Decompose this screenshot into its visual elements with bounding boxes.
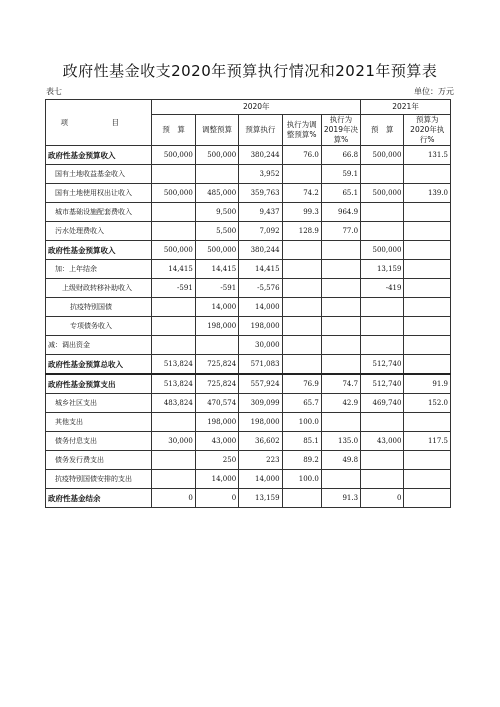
row-label: 减：调出资金 <box>46 336 152 355</box>
cell-value: 309,099 <box>239 394 282 413</box>
cell-value <box>404 489 451 508</box>
cell-value: 500,000 <box>152 146 195 165</box>
cell-value <box>152 336 195 355</box>
cell-value <box>361 298 404 317</box>
cell-value <box>321 298 360 317</box>
table-row <box>46 355 451 375</box>
cell-value: 500,000 <box>152 184 195 203</box>
cell-value <box>361 451 404 470</box>
header-pct-2020: 预算为2020年执行% <box>404 115 451 146</box>
cell-value: 14,415 <box>239 260 282 279</box>
cell-value: 571,083 <box>239 355 282 375</box>
cell-value <box>321 260 360 279</box>
cell-value: 0 <box>152 489 195 508</box>
cell-value: 30,000 <box>239 336 282 355</box>
cell-value: 359,763 <box>239 184 282 203</box>
cell-value: 49.8 <box>321 451 360 470</box>
cell-value: 512,740 <box>361 355 404 375</box>
cell-value <box>404 260 451 279</box>
cell-value <box>282 298 321 317</box>
table-row <box>46 165 451 184</box>
cell-value: 14,415 <box>152 260 195 279</box>
table-row <box>46 470 451 489</box>
cell-value: 91.9 <box>404 374 451 394</box>
row-label: 政府性基金预算总收入 <box>46 355 152 375</box>
cell-value: 513,824 <box>152 374 195 394</box>
cell-value <box>361 470 404 489</box>
cell-value: 198,000 <box>195 413 238 432</box>
table-row <box>46 203 451 222</box>
cell-value: 9,437 <box>239 203 282 222</box>
row-label: 债务发行费支出 <box>46 451 152 470</box>
table-row <box>46 222 451 241</box>
row-label: 债务付息支出 <box>46 432 152 451</box>
cell-value: 725,824 <box>195 355 238 375</box>
cell-value: 7,092 <box>239 222 282 241</box>
cell-value <box>321 413 360 432</box>
row-label: 国有土地使用权出让收入 <box>46 184 152 203</box>
header-year-2021: 2021年 <box>361 100 451 115</box>
cell-value: 0 <box>361 489 404 508</box>
header-item: 项 目 <box>46 100 152 146</box>
cell-value <box>282 241 321 260</box>
row-label: 政府性基金预算收入 <box>46 146 152 165</box>
cell-value <box>152 317 195 336</box>
cell-value: 223 <box>239 451 282 470</box>
cell-value: 99.3 <box>282 203 321 222</box>
row-label: 污水处理费收入 <box>46 222 152 241</box>
cell-value: 513,824 <box>152 355 195 375</box>
cell-value: 500,000 <box>152 241 195 260</box>
cell-value <box>361 336 404 355</box>
cell-value: 14,000 <box>239 470 282 489</box>
table-row <box>46 413 451 432</box>
cell-value <box>404 355 451 375</box>
cell-value <box>195 165 238 184</box>
table-row <box>46 279 451 298</box>
cell-value: 43,000 <box>361 432 404 451</box>
cell-value: 13,159 <box>239 489 282 508</box>
cell-value: 91.3 <box>321 489 360 508</box>
cell-value: 0 <box>195 489 238 508</box>
table-row <box>46 298 451 317</box>
cell-value <box>404 451 451 470</box>
table-row <box>46 336 451 355</box>
cell-value: 198,000 <box>195 317 238 336</box>
cell-value: 89.2 <box>282 451 321 470</box>
header-pct-2019: 执行为2019年决算% <box>321 115 360 146</box>
cell-value: 964.9 <box>321 203 360 222</box>
row-label: 其他支出 <box>46 413 152 432</box>
budget-table <box>45 99 451 508</box>
cell-value <box>152 413 195 432</box>
cell-value: 74.2 <box>282 184 321 203</box>
cell-value: 500,000 <box>361 146 404 165</box>
cell-value: 36,602 <box>239 432 282 451</box>
header-budget-2021: 预 算 <box>361 115 404 146</box>
cell-value: 470,574 <box>195 394 238 413</box>
row-label: 专项债务收入 <box>46 317 152 336</box>
cell-value: 76.9 <box>282 374 321 394</box>
cell-value <box>361 203 404 222</box>
cell-value <box>282 336 321 355</box>
cell-value: 485,000 <box>195 184 238 203</box>
cell-value <box>321 317 360 336</box>
cell-value <box>282 317 321 336</box>
cell-value <box>195 336 238 355</box>
cell-value: -591 <box>195 279 238 298</box>
header-budget-2020: 预 算 <box>152 115 195 146</box>
cell-value <box>152 298 195 317</box>
cell-value: 198,000 <box>239 413 282 432</box>
header-adjusted-budget: 调整预算 <box>195 115 238 146</box>
cell-value: 65.7 <box>282 394 321 413</box>
cell-value: 128.9 <box>282 222 321 241</box>
cell-value: 135.0 <box>321 432 360 451</box>
cell-value <box>404 298 451 317</box>
table-row <box>46 241 451 260</box>
header-executed: 预算执行 <box>239 115 282 146</box>
cell-value <box>404 222 451 241</box>
cell-value <box>404 279 451 298</box>
cell-value <box>404 317 451 336</box>
cell-value: 9,500 <box>195 203 238 222</box>
table-row <box>46 374 451 394</box>
header-pct-adjusted: 执行为调整预算% <box>282 115 321 146</box>
cell-value <box>321 355 360 375</box>
cell-value <box>152 451 195 470</box>
cell-value <box>152 165 195 184</box>
cell-value <box>282 260 321 279</box>
cell-value <box>282 489 321 508</box>
cell-value <box>404 413 451 432</box>
row-label: 加：上年结余 <box>46 260 152 279</box>
table-number: 表七 <box>46 87 62 96</box>
cell-value <box>152 203 195 222</box>
row-label: 国有土地收益基金收入 <box>46 165 152 184</box>
cell-value: 500,000 <box>195 241 238 260</box>
cell-value: 14,000 <box>195 470 238 489</box>
cell-value: 483,824 <box>152 394 195 413</box>
cell-value: 85.1 <box>282 432 321 451</box>
cell-value: 131.5 <box>404 146 451 165</box>
table-row <box>46 260 451 279</box>
cell-value: 500,000 <box>361 241 404 260</box>
cell-value: 43,000 <box>195 432 238 451</box>
cell-value <box>404 241 451 260</box>
cell-value: 469,740 <box>361 394 404 413</box>
cell-value: -5,576 <box>239 279 282 298</box>
row-label: 城乡社区支出 <box>46 394 152 413</box>
cell-value: -419 <box>361 279 404 298</box>
cell-value: 77.0 <box>321 222 360 241</box>
cell-value: 100.0 <box>282 470 321 489</box>
table-body <box>46 146 451 508</box>
cell-value <box>361 165 404 184</box>
cell-value: 13,159 <box>361 260 404 279</box>
table-row <box>46 146 451 165</box>
cell-value <box>152 470 195 489</box>
cell-value: 74.7 <box>321 374 360 394</box>
cell-value: 59.1 <box>321 165 360 184</box>
row-label: 上级财政转移补助收入 <box>46 279 152 298</box>
cell-value <box>404 203 451 222</box>
cell-value <box>321 336 360 355</box>
cell-value: 66.8 <box>321 146 360 165</box>
page-title: 政府性基金收支2020年预算执行情况和2021年预算表 <box>62 62 438 80</box>
cell-value <box>152 222 195 241</box>
cell-value <box>404 336 451 355</box>
table-row <box>46 432 451 451</box>
cell-value <box>321 470 360 489</box>
row-label: 政府性基金预算支出 <box>46 374 152 394</box>
cell-value <box>282 355 321 375</box>
cell-value: 152.0 <box>404 394 451 413</box>
cell-value <box>404 165 451 184</box>
cell-value <box>321 279 360 298</box>
cell-value: 198,000 <box>239 317 282 336</box>
row-label: 抗疫特别国债安排的支出 <box>46 470 152 489</box>
unit-label: 单位：万元 <box>414 87 454 96</box>
cell-value: 14,000 <box>239 298 282 317</box>
table-row <box>46 394 451 413</box>
cell-value: 117.5 <box>404 432 451 451</box>
cell-value: 725,824 <box>195 374 238 394</box>
cell-value: 76.0 <box>282 146 321 165</box>
cell-value: 30,000 <box>152 432 195 451</box>
cell-value: 14,000 <box>195 298 238 317</box>
cell-value <box>361 413 404 432</box>
cell-value: 512,740 <box>361 374 404 394</box>
table-row <box>46 317 451 336</box>
row-label: 城市基础设施配套费收入 <box>46 203 152 222</box>
row-label: 政府性基金结余 <box>46 489 152 508</box>
cell-value: 500,000 <box>361 184 404 203</box>
header-year-2020: 2020年 <box>152 100 361 115</box>
cell-value: 5,500 <box>195 222 238 241</box>
cell-value: 100.0 <box>282 413 321 432</box>
table-row <box>46 489 451 508</box>
cell-value: 139.0 <box>404 184 451 203</box>
cell-value: 250 <box>195 451 238 470</box>
cell-value <box>321 241 360 260</box>
table-row <box>46 184 451 203</box>
row-label: 抗疫特别国债 <box>46 298 152 317</box>
cell-value: 65.1 <box>321 184 360 203</box>
cell-value <box>282 279 321 298</box>
table-row <box>46 451 451 470</box>
cell-value: 42.9 <box>321 394 360 413</box>
cell-value <box>361 222 404 241</box>
cell-value: 380,244 <box>239 146 282 165</box>
cell-value: 500,000 <box>195 146 238 165</box>
cell-value: 14,415 <box>195 260 238 279</box>
cell-value: 557,924 <box>239 374 282 394</box>
row-label: 政府性基金预算收入 <box>46 241 152 260</box>
cell-value: 380,244 <box>239 241 282 260</box>
cell-value: 3,952 <box>239 165 282 184</box>
cell-value <box>282 165 321 184</box>
cell-value: -591 <box>152 279 195 298</box>
cell-value <box>404 470 451 489</box>
cell-value <box>361 317 404 336</box>
